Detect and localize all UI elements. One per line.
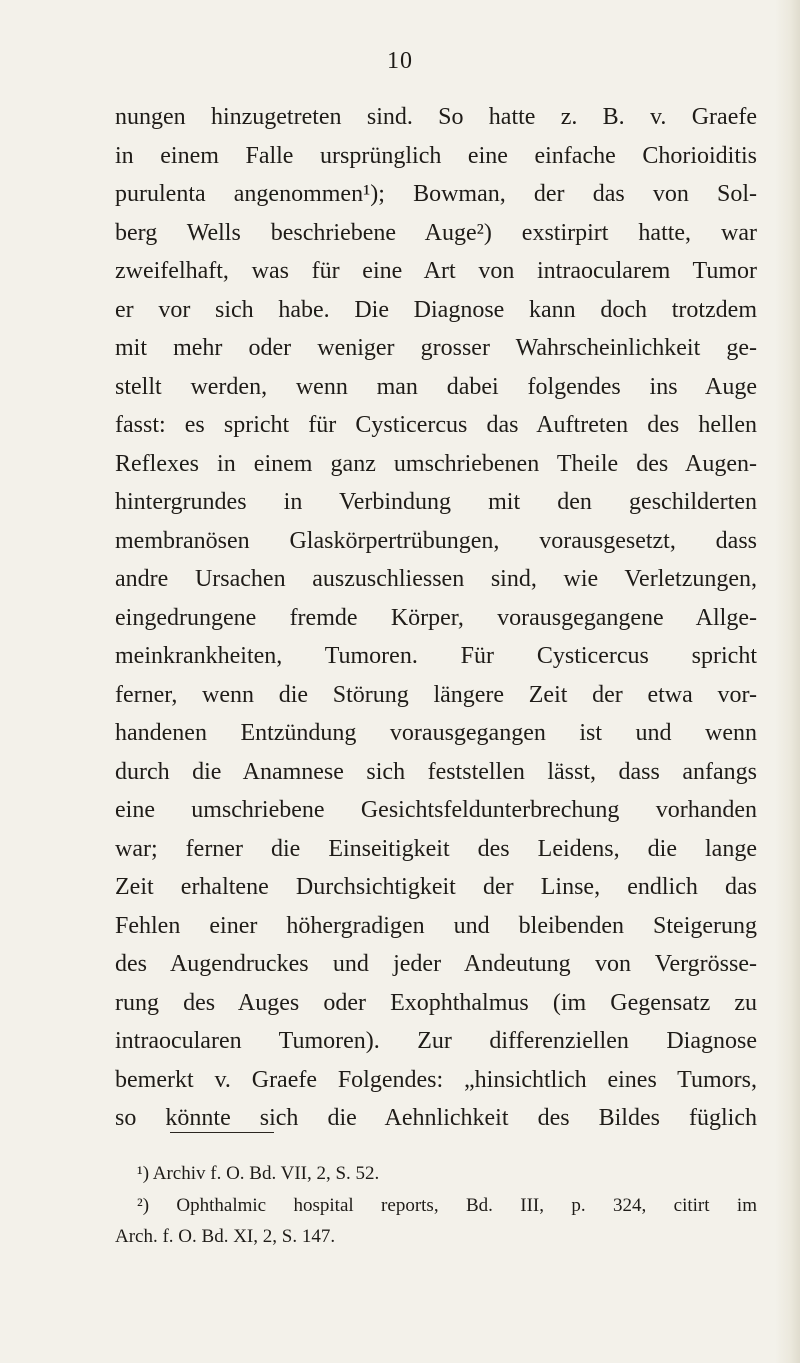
text-line: war; ferner die Einseitigkeit des Leidens, die lange	[115, 835, 757, 862]
text-line: rung des Auges oder Exophthalmus (im Gegensatz zu	[115, 989, 757, 1016]
text-line: des Augendruckes und jeder Andeutung von Vergrösse-	[115, 951, 757, 977]
text-line: handenen Entzündung vorausgegangen ist und wenn	[115, 720, 757, 746]
text-line: Zeit erhaltene Durchsichtigkeit der Linse, endlich das	[115, 874, 757, 900]
page-number: 10	[387, 48, 413, 74]
body-text	[115, 98, 757, 1138]
text-line: zweifelhaft, was für eine Art von intraocularem Tumor	[115, 258, 757, 284]
text-line: bemerkt v. Graefe Folgendes: „hinsichtlich eines Tumors,	[115, 1066, 757, 1093]
text-line: mit mehr oder weniger grosser Wahrscheinlichkeit ge-	[115, 335, 757, 361]
text-line: meinkrankheiten, Tumoren. Für Cysticercus spricht	[115, 643, 757, 669]
text-line: purulenta angenommen¹); Bowman, der das von Sol-	[115, 181, 757, 207]
text-line: nungen hinzugetreten sind. So hatte z. B. v. Graefe	[115, 104, 757, 130]
text-line: intraocularen Tumoren). Zur differenziellen Diagnose	[115, 1028, 757, 1054]
text-line: fasst: es spricht für Cysticercus das Auftreten des hellen	[115, 412, 757, 438]
text-line: er vor sich habe. Die Diagnose kann doch trotzdem	[115, 296, 757, 323]
text-line: in einem Falle ursprünglich eine einfache Chorioiditis	[115, 142, 757, 169]
text-line: eingedrungene fremde Körper, vorausgegangene Allge-	[115, 604, 757, 631]
text-line: andre Ursachen auszuschliessen sind, wie Verletzungen,	[115, 566, 757, 592]
text-line: ferner, wenn die Störung längere Zeit der etwa vor-	[115, 681, 757, 708]
text-line: hintergrundes in Verbindung mit den geschilderten	[115, 489, 757, 515]
footnote-divider	[170, 1132, 274, 1133]
text-line: durch die Anamnese sich feststellen lässt, dass anfangs	[115, 758, 757, 785]
footnote-1: ¹) Archiv f. O. Bd. VII, 2, S. 52.	[137, 1163, 380, 1184]
footnote-2-continuation: Arch. f. O. Bd. XI, 2, S. 147.	[115, 1226, 336, 1247]
text-line: so könnte sich die Aehnlichkeit des Bildes füglich	[115, 1105, 757, 1131]
text-line: berg Wells beschriebene Auge²) exstirpirt hatte, war	[115, 219, 757, 246]
text-line: Reflexes in einem ganz umschriebenen Theile des Augen-	[115, 450, 757, 477]
text-line: eine umschriebene Gesichtsfeldunterbrechung vorhanden	[115, 797, 757, 823]
footnote-2: ²) Ophthalmic hospital reports, Bd. III, p. 324, citirt im	[137, 1194, 757, 1216]
footnotes	[115, 1158, 757, 1253]
text-line: stellt werden, wenn man dabei folgendes ins Auge	[115, 373, 757, 400]
text-line: Fehlen einer höhergradigen und bleibenden Steigerung	[115, 912, 757, 939]
text-line: membranösen Glaskörpertrübungen, vorausgesetzt, dass	[115, 527, 757, 554]
